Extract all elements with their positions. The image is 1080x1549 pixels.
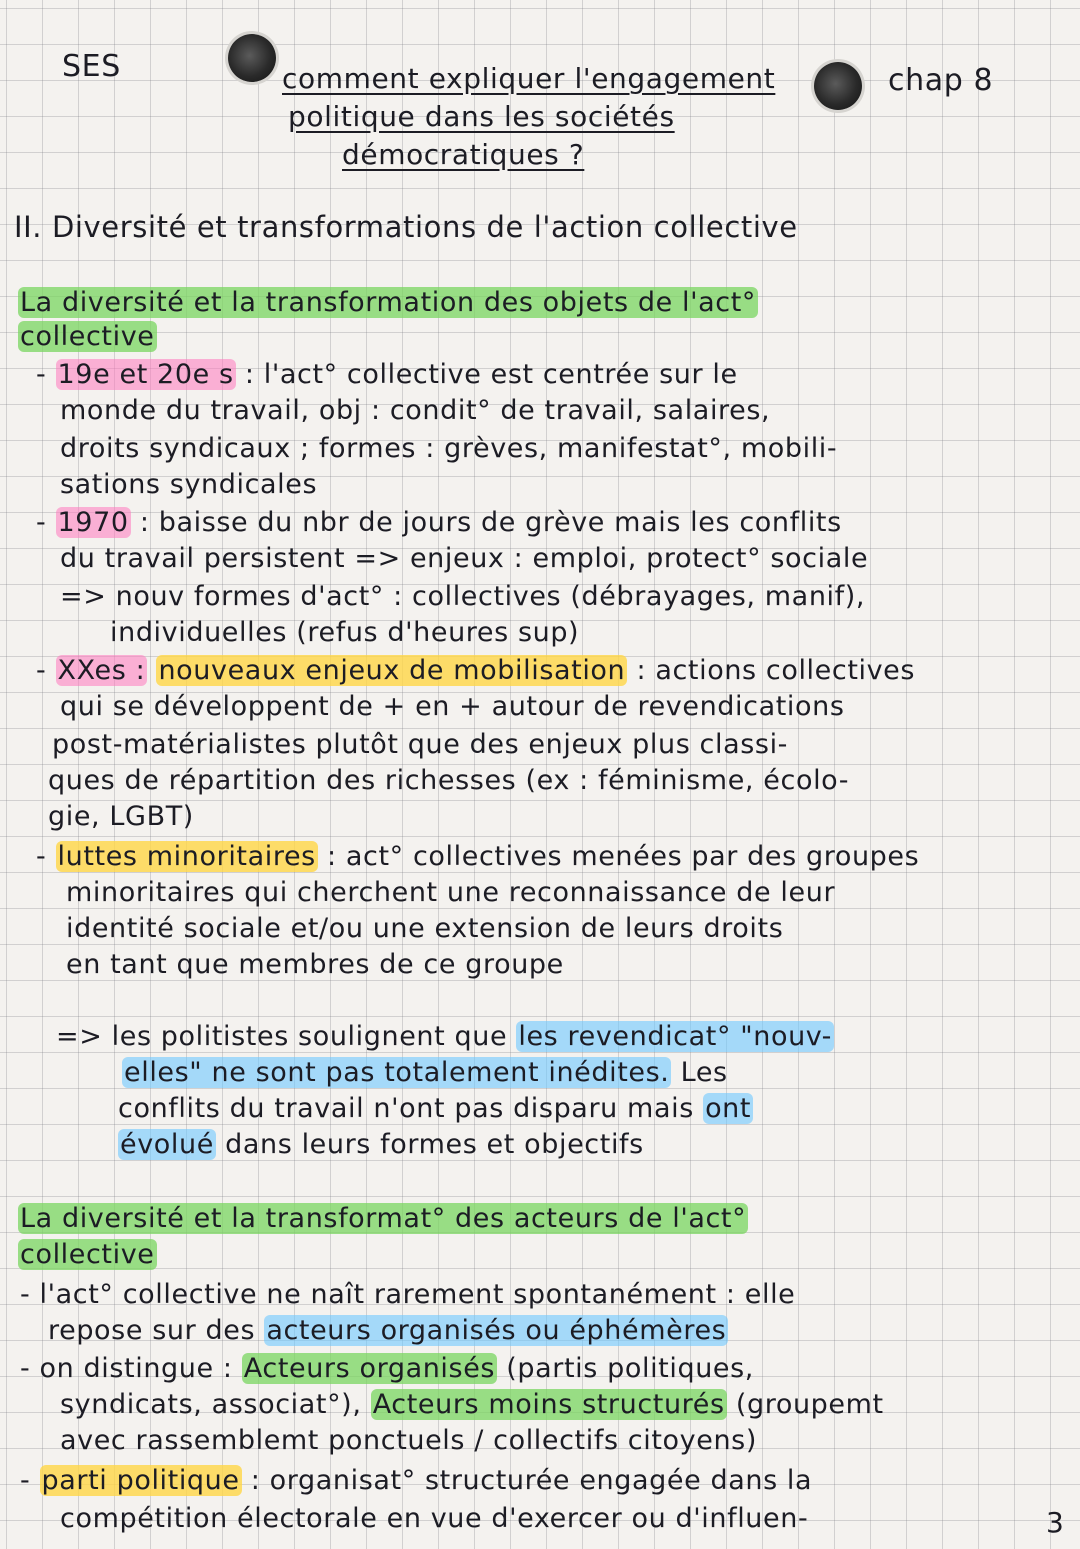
binder-hole-right [814,62,862,110]
bullet-distingue-line-2: syndicats, associat°), Acteurs moins structurés (groupemt [60,1389,884,1420]
bullet-distingue-line-1: - on distingue : Acteurs organisés (partis politiques, [20,1353,754,1384]
page-title-line-2: politique dans les sociétés [288,100,675,133]
bullet-parti-line-1: - parti politique : organisat° structurée engagée dans la [20,1465,813,1496]
bullet-parti-line-2: compétition électorale en vue d'exercer ou d'influen- [60,1503,809,1534]
conclusion-line-3: conflits du travail n'ont pas disparu mais ont [118,1093,752,1124]
page-title-line-3: démocratiques ? [342,138,585,171]
bullet-1970-line-3: => nouv formes d'act° : collectives (débrayages, manif), [60,581,866,612]
page-title-line-1: comment expliquer l'engagement [282,62,776,95]
bullet-luttes-line-1: - luttes minoritaires : act° collectives menées par des groupes [36,841,920,872]
subject-label: SES [62,49,121,84]
bullet-xxe-line-5: gie, LGBT) [48,801,194,832]
bullet-luttes-line-3: identité sociale et/ou une extension de leurs droits [66,913,784,944]
bullet-xxe-line-1: - XXes : nouveaux enjeux de mobilisation : actions collectives [36,655,916,686]
block2-heading-line-1: La diversité et la transformat° des acteurs de l'act° [20,1203,747,1234]
bullet-distingue-line-3: avec rassemblemt ponctuels / collectifs citoyens) [60,1425,757,1456]
bullet-19e-line-4: sations syndicales [60,469,318,500]
bullet-luttes-line-2: minoritaires qui cherchent une reconnaissance de leur [66,877,836,908]
bullet-19e-line-2: monde du travail, obj : condit° de travail, salaires, [60,395,771,426]
bullet-xxe-line-2: qui se développent de + en + autour de revendications [60,691,845,722]
binder-hole-left [228,34,276,82]
bullet-19e-line-1: - 19e et 20e s : l'act° collective est centrée sur le [36,359,738,390]
bullet-xxe-line-3: post-matérialistes plutôt que des enjeux plus classi- [52,729,789,760]
block1-heading-line-1: La diversité et la transformation des objets de l'act° [20,287,757,318]
conclusion-line-2: elles" ne sont pas totalement inédites. Les [124,1057,728,1088]
chapter-label: chap 8 [888,63,994,98]
section-title: II. Diversité et transformations de l'action collective [14,210,798,244]
bullet-acteurs-line-2: repose sur des acteurs organisés ou éphémères [48,1315,727,1346]
block2-heading-line-2: collective [20,1239,155,1270]
bullet-acteurs-line-1: - l'act° collective ne naît rarement spontanément : elle [20,1279,796,1310]
bullet-xxe-line-4: ques de répartition des richesses (ex : féminisme, écolo- [48,765,850,796]
block1-heading-line-2: collective [20,321,155,352]
bullet-19e-line-3: droits syndicaux ; formes : grèves, manifestat°, mobili- [60,433,838,464]
conclusion-line-1: => les politistes soulignent que les revendicat° "nouv- [56,1021,833,1052]
conclusion-line-4: évolué dans leurs formes et objectifs [120,1129,644,1160]
bullet-1970-line-1: - 1970 : baisse du nbr de jours de grève mais les conflits [36,507,842,538]
bullet-luttes-line-4: en tant que membres de ce groupe [66,949,564,980]
bullet-1970-line-2: du travail persistent => enjeux : emploi, protect° sociale [60,543,869,574]
bullet-1970-line-4: individuelles (refus d'heures sup) [110,617,580,648]
page-number: 3 [1046,1506,1065,1539]
